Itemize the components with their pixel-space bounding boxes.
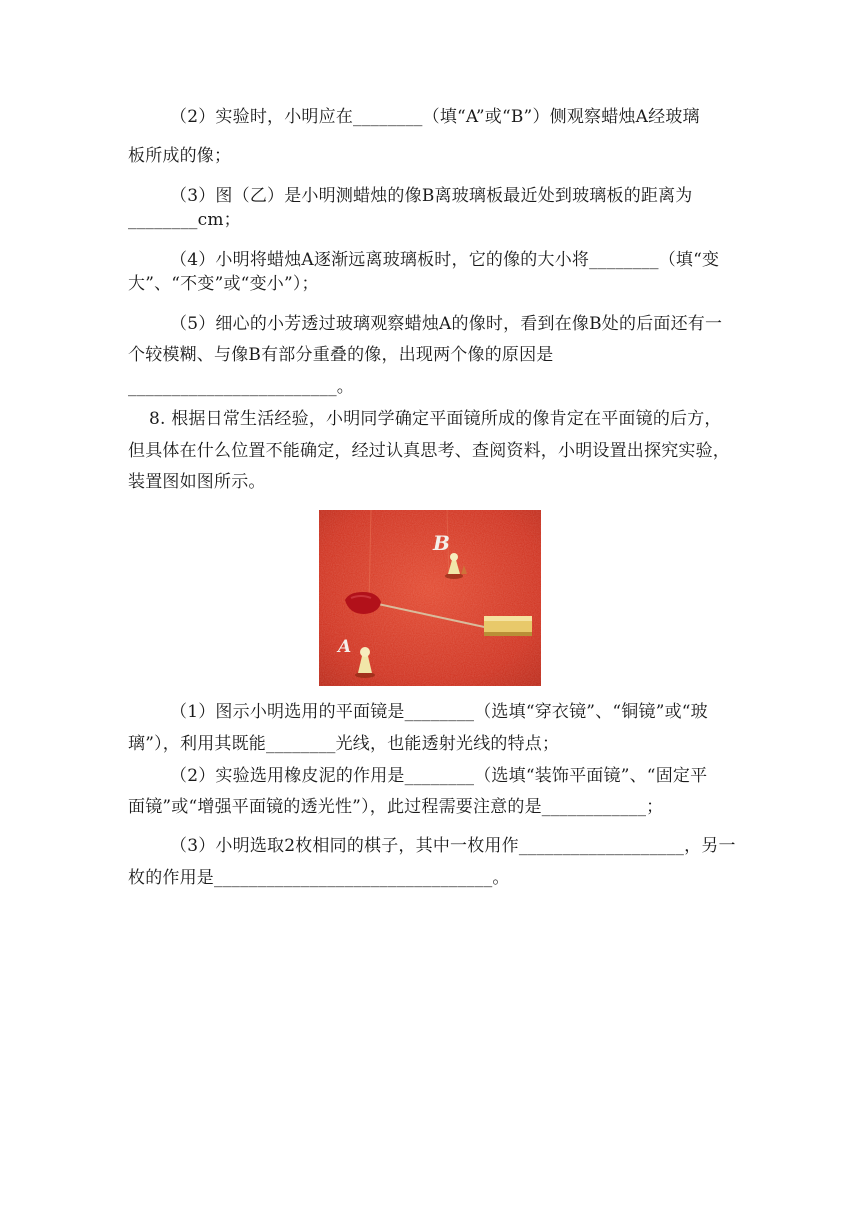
label-b: B [433,531,450,555]
question-7-part-4-line-1: （4）小明将蜡烛A逐渐远离玻璃板时，它的像的大小将________（填“变 [170,250,720,270]
question-8-part-3-line-1: （3）小明选取2枚相同的棋子，其中一枚用作___________________，另一 [170,836,736,856]
question-7-part-5-line-1: （5）细心的小芳透过玻璃观察蜡烛A的像时，看到在像B处的后面还有一 [170,314,723,334]
question-7-part-4-line-2: 大”、“不变”或“变小”）； [128,274,319,294]
question-7-part-5-line-2: 个较模糊、与像B有部分重叠的像，出现两个像的原因是 [128,345,554,365]
question-7-part-2-line-2: 板所成的像； [128,146,232,166]
question-7-part-5-line-3: ________________________。 [128,377,354,397]
experiment-photo [319,510,541,686]
question-8-stem-line-2: 但具体在什么位置不能确定，经过认真思考、查阅资料，小明设置出探究实验， [128,441,730,461]
question-7-part-2-line-1: （2）实验时，小明应在________（填“A”或“B”）侧观察蜡烛A经玻璃 [170,107,700,127]
question-8-stem-line-3: 装置图如图所示。 [128,472,266,492]
question-7-part-3-line-1: （3）图（乙）是小明测蜡烛的像B离玻璃板最近处到玻璃板的距离为 [170,186,693,206]
question-8-part-2-line-2: 面镜”或“增强平面镜的透光性”），此过程需要注意的是____________； [128,797,664,817]
question-8-part-1-line-1: （1）图示小明选用的平面镜是________（选填“穿衣镜”、“铜镜”或“玻 [170,702,708,722]
question-7-part-3-line-2: ________cm； [128,210,241,230]
question-8-part-2-line-1: （2）实验选用橡皮泥的作用是________（选填“装饰平面镜”、“固定平 [170,766,708,786]
question-8-part-3-line-2: 枚的作用是________________________________。 [128,868,510,888]
question-8-stem-line-1: 8. 根据日常生活经验，小明同学确定平面镜所成的像肯定在平面镜的后方， [149,409,722,429]
label-a: A [338,637,352,657]
question-8-part-1-line-2: 璃”），利用其既能________光线，也能透射光线的特点； [128,734,560,754]
